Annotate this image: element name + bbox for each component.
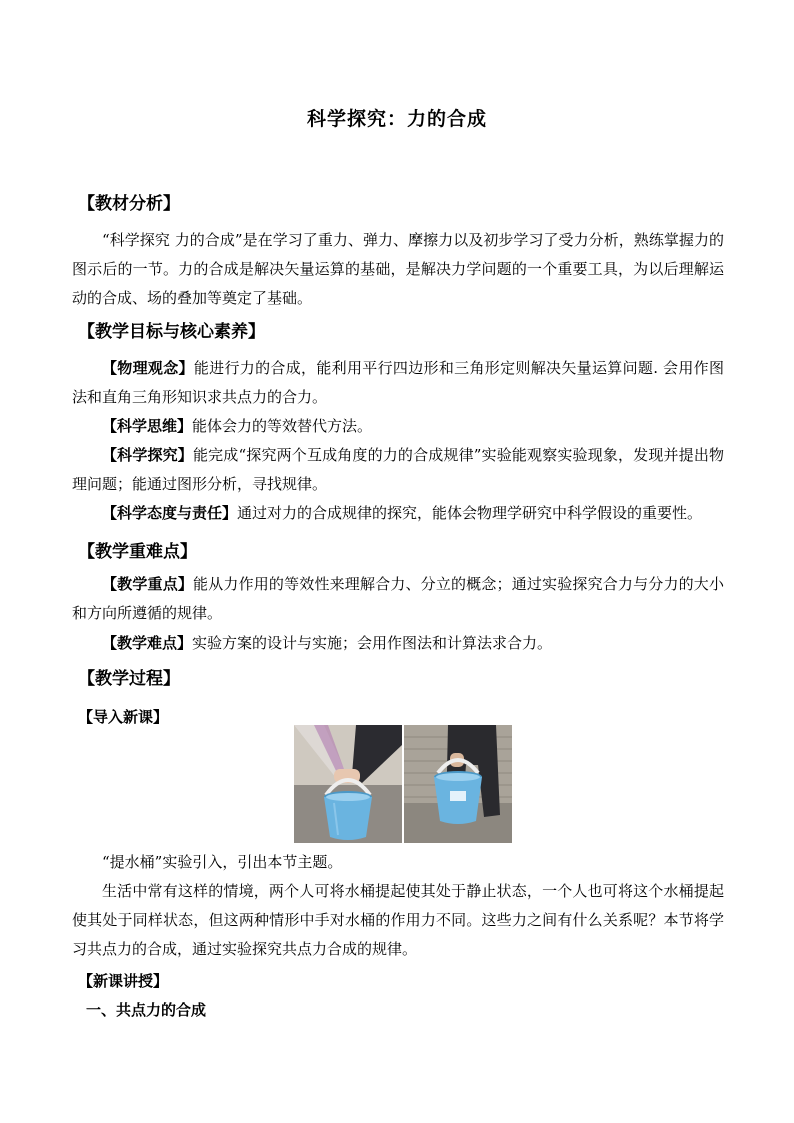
goal-item-scientific-inquiry <box>72 441 724 499</box>
subsection-coplanar-forces: 一、共点力的合成 <box>86 1001 207 1019</box>
bucket-experiment-photos <box>294 725 514 843</box>
key-point-text: 能从力作用的等效性来理解合力、分立的概念；通过实验探究合力与分力的大小和方向所遵循的规律。 <box>72 575 724 622</box>
key-point-text: 实验方案的设计与实施；会用作图法和计算法求合力。 <box>192 634 553 652</box>
goal-label: 【物理观念】 <box>102 359 194 377</box>
goal-text: 能完成“探究两个互成角度的力的合成规律”实验能观察实验现象，发现并提出物理问题；能通过图形分析，寻找规律。 <box>72 446 724 493</box>
goal-item-physics-concept <box>72 354 724 412</box>
heading-new-lesson: 【新课讲授】 <box>78 972 169 990</box>
key-point-label: 【教学难点】 <box>102 634 193 652</box>
heading-goals: 【教学目标与核心素养】 <box>78 322 265 342</box>
one-person-bucket-photo <box>404 725 512 843</box>
document-title: 科学探究：力的合成 <box>306 108 487 130</box>
goal-label: 【科学探究】 <box>102 446 193 464</box>
two-person-bucket-photo <box>294 725 402 843</box>
key-point-focus <box>72 570 724 628</box>
heading-process: 【教学过程】 <box>78 669 180 689</box>
key-point-label: 【教学重点】 <box>102 575 194 593</box>
heading-intro: 【导入新课】 <box>78 708 169 726</box>
key-point-difficulty <box>72 629 724 658</box>
heading-key-points: 【教学重难点】 <box>78 542 197 562</box>
goal-text: 能进行力的合成，能利用平行四边形和三角形定则解决矢量运算问题. 会用作图法和直角三角形知识求共点力的合力。 <box>72 359 724 406</box>
goal-text: 能体会力的等效替代方法。 <box>192 417 373 435</box>
goal-item-scientific-thinking <box>72 412 724 441</box>
goal-label: 【科学思维】 <box>102 417 193 435</box>
analysis-paragraph: “科学探究 力的合成”是在学习了重力、弹力、摩擦力以及初步学习了受力分析，熟练掌握力的图示后的一节。力的合成是解决矢量运算的基础，是解决力学问题的一个重要工具，为以后理解运动的合成、场的叠加等奠定了基础。 <box>72 231 724 307</box>
intro-paragraph: 生活中常有这样的情境，两个人可将水桶提起使其处于静止状态，一个人也可将这个水桶提起使其处于同样状态，但这两种情形中手对水桶的作用力不同。这些力之间有什么关系呢？本节将学习共点力的合成，通过实验探究共点力合成的规律。 <box>72 882 724 958</box>
heading-analysis: 【教材分析】 <box>78 194 180 214</box>
photo-caption: “提水桶”实验引入，引出本节主题。 <box>102 853 343 871</box>
goal-item-attitude-responsibility <box>72 499 724 528</box>
goal-label: 【科学态度与责任】 <box>102 504 238 522</box>
goal-text: 通过对力的合成规律的探究，能体会物理学研究中科学假设的重要性。 <box>237 504 703 522</box>
